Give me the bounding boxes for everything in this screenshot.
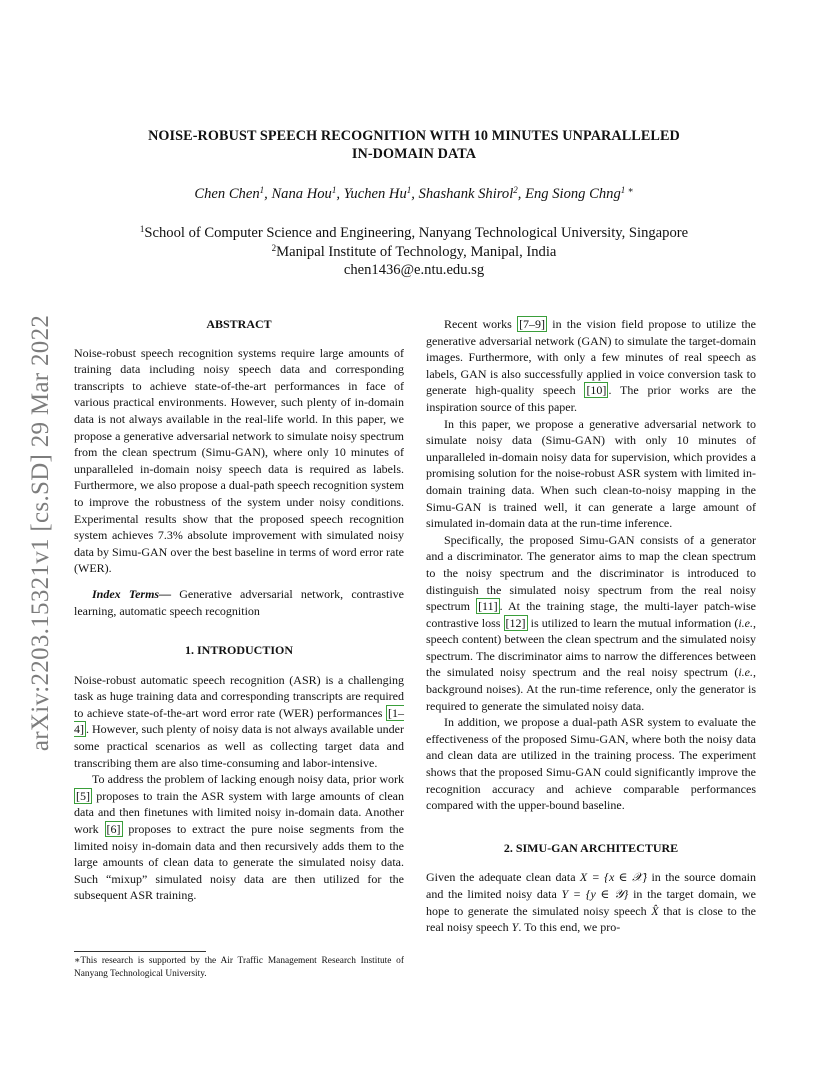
author-name: Eng Siong Chng — [525, 186, 621, 202]
text-run: in the vision field propose to utilize the generative adversarial network (GAN) to simulate the target-domain images. Furthermore, with only a few minutes of real speech as labels, GAN is also successfully applied in voice conversion task to generate high-quality speech — [426, 317, 756, 398]
author-name: Shashank Shirol — [418, 186, 514, 202]
section-1-heading: 1. INTRODUCTION — [184, 643, 293, 658]
paper-title — [100, 127, 728, 163]
right-column — [426, 316, 756, 936]
col2-paragraph-3 — [426, 532, 756, 715]
author-name: Chen Chen — [194, 186, 260, 202]
text-run: Specifically, the proposed Simu-GAN consists of a generator and a discriminator. The generator aims to map the clean spectrum to the noisy spectrum and the discriminator is introduced to distinguish the simulated noisy spectrum from the real noisy spectrum — [426, 532, 756, 614]
author-list — [80, 186, 748, 203]
citation-link[interactable]: [6] — [106, 822, 121, 837]
math-inline: Y = {y ∈ 𝒴} — [561, 887, 629, 901]
author-separator: , — [517, 186, 526, 202]
author-name: Nana Hou — [271, 186, 332, 202]
text-run: To address the problem of lacking enough noisy data, prior work — [92, 772, 404, 787]
title-line-2: IN-DOMAIN DATA — [351, 146, 477, 162]
citation-link[interactable]: [11] — [478, 599, 498, 614]
math-inline: X̂ — [651, 903, 659, 918]
author-affil-mark: 1 ∗ — [620, 185, 634, 195]
author-name: Yuchen Hu — [343, 186, 407, 202]
author-separator: , — [336, 186, 344, 202]
affiliation-2 — [80, 244, 748, 261]
index-terms-text: Generative adversarial network, contrastive learning, automatic speech recognition — [74, 586, 404, 618]
text-run: Noise-robust automatic speech recognition (ASR) is a challenging task as huge training data and corresponding transcripts are required to achieve state-of-the-art word error rate (WER) performances — [74, 672, 404, 720]
ie-abbrev: i.e. — [738, 665, 753, 680]
abstract-text: Noise-robust speech recognition systems require large amounts of training data including noisy speech data and corresponding transcripts to achieve state-of-the-art performances in face of various practical environments. However, such plenty of in-domain data is not always available in the real-life world. In this paper, we propose a generative adversarial network to simulate noisy spectrum from the clean spectrum (Simu-GAN), where only 10 minutes of unparalleled in-domain noisy speech data is required as labels. Furthermore, we also propose a dual-path speech recognition system to improve the robustness of the system under noisy conditions. Experimental results show that the proposed speech recognition system achieves 7.3% absolute improvement with simulated noisy data by Simu-GAN over the best baseline in terms of word error rate (WER). — [74, 345, 404, 576]
index-terms-label: Index Terms— — [92, 586, 172, 601]
affil-mark: 2 — [271, 243, 277, 253]
author-affil-mark: 1 — [259, 185, 265, 195]
text-run: Given the adequate clean data — [426, 870, 580, 885]
affiliation-1-text: School of Computer Science and Engineering, Nanyang Technological University, Singapore — [144, 225, 689, 241]
abstract-heading: ABSTRACT — [206, 317, 272, 331]
section-2-heading: 2. SIMU-GAN ARCHITECTURE — [503, 840, 679, 855]
text-run: in the source domain and the limited noisy data — [426, 870, 756, 901]
text-run: . At the training stage, the multi-layer patch-wise contrastive loss — [426, 599, 756, 630]
author-affil-mark: 1 — [331, 185, 337, 195]
intro-paragraph-2 — [74, 771, 404, 904]
affil-mark: 1 — [139, 224, 145, 234]
citation-link[interactable]: [5] — [76, 788, 90, 803]
citation-link[interactable]: [7–9] — [519, 317, 546, 331]
affiliation-1 — [80, 225, 748, 242]
author-affil-mark: 2 — [513, 185, 518, 195]
intro-paragraph-1 — [74, 672, 404, 772]
col2-paragraph-2: In this paper, we propose a generative adversarial network to simulate noisy data (Simu-GAN) with only 10 minutes of unparalleled in-domain noisy data for supervision, which provides a promising solution for the noise-robust ASR system with limited in-domain training data. When such clean-to-noisy mapping in the Simu-GAN is trained well, it can generate a large amount of simulated in-domain data at the run-time inference. — [426, 416, 756, 531]
footnote: ∗This research is supported by the Air Traffic Management Research Institute of Nanyang Technological University. — [74, 956, 404, 979]
index-terms — [74, 586, 404, 619]
text-run: , background noises). At the run-time reference, only the generator is required to generate the simulated noisy data. — [426, 665, 756, 713]
text-run: is utilized to learn the mutual information ( — [527, 615, 739, 630]
sec2-paragraph-1 — [426, 869, 756, 935]
col2-paragraph-4: In addition, we propose a dual-path ASR system to evaluate the effectiveness of the proposed Simu-GAN, where both the noisy data and clean data are utilized in the training process. The experiment shows that the proposed Simu-GAN could significantly improve the recognition accuracy and achieve comparable performances compared with the upper-bound baseline. — [426, 715, 756, 813]
author-affil-mark: 1 — [406, 185, 412, 195]
title-line-1: NOISE-ROBUST SPEECH RECOGNITION WITH 10 MINUTES UNPARALLELED — [148, 128, 680, 144]
text-run: . To this end, we pro- — [518, 920, 621, 935]
text-run: , speech content) between the clean spectrum and the simulated noisy spectrum. The discriminator aims to narrow the differences between the simulated noisy spectrum and the real noisy spectrum ( — [426, 615, 756, 680]
left-column — [74, 316, 404, 904]
contact-email: chen1436@e.ntu.edu.sg — [343, 262, 485, 278]
citation-link[interactable]: [1–4] — [74, 705, 404, 737]
footnote-rule — [74, 951, 206, 952]
text-run: that is close to the real noisy speech — [426, 903, 757, 935]
affiliation-2-text: Manipal Institute of Technology, Manipal, India — [276, 244, 557, 260]
arxiv-stamp: arXiv:2203.15321v1 [cs.SD] 29 Mar 2022 — [27, 314, 54, 752]
text-run: Recent works — [444, 317, 518, 331]
author-separator: , — [264, 186, 272, 202]
text-run: proposes to train the ASR system with large amounts of clean data and then finetunes with limited noisy in-domain data. Another work — [74, 788, 404, 837]
math-inline: Y — [511, 920, 519, 935]
text-run: proposes to extract the pure noise segments from the limited noisy in-domain data and then recursively adds them to the large amounts of clean data to generate the simulated noisy data. Such “mixup” simulated noisy data are then utilized for the subsequent ASR training. — [74, 822, 404, 903]
citation-link[interactable]: [12] — [505, 615, 526, 630]
col2-paragraph-1 — [426, 316, 756, 416]
author-separator: , — [411, 186, 419, 202]
text-run: in the target domain, we hope to generate the simulated noisy speech — [426, 887, 756, 918]
math-inline: X = {x ∈ 𝒳} — [579, 870, 648, 885]
ie-abbrev: i.e. — [738, 615, 753, 630]
citation-link[interactable]: [10] — [586, 383, 607, 398]
text-run: . However, such plenty of noisy data is not always available under some practical scenarios as well as collecting target data and transcribing them are also time-consuming and labor-intensive. — [74, 722, 404, 770]
text-run: . The prior works are the inspiration source of this paper. — [426, 383, 756, 414]
